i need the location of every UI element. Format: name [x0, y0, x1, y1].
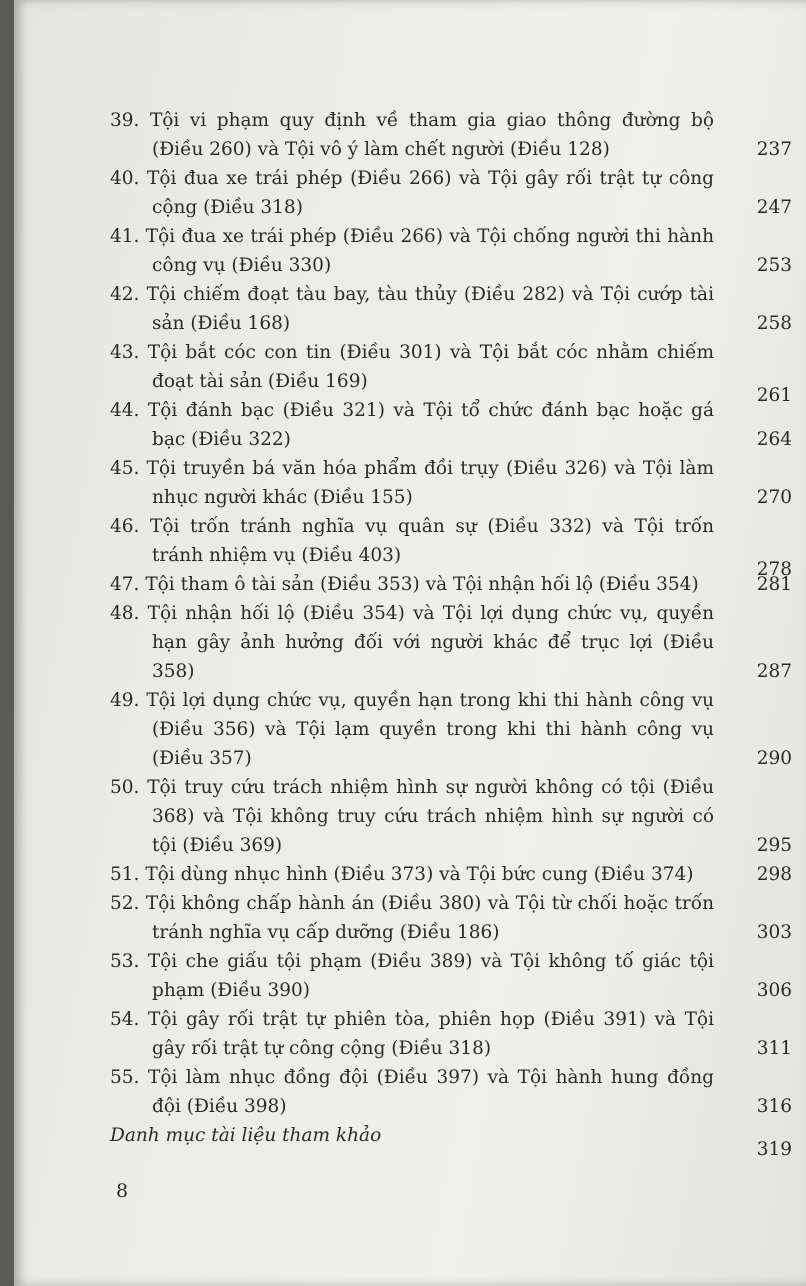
toc-page-number: 319 [756, 1139, 792, 1160]
toc-entry-53[interactable] [110, 947, 800, 1005]
toc-entry-45[interactable] [110, 454, 800, 512]
toc-page-number: 258 [756, 313, 792, 334]
toc-entry-text: 41. Tội đua xe trái phép (Điều 266) và Tội chống người thi hành công vụ (Điều 330) [110, 226, 714, 276]
toc-page-number: 281 [756, 574, 792, 595]
page-folio: 8 [116, 1180, 129, 1202]
toc-page-number: 303 [756, 922, 792, 943]
toc-entry-49[interactable] [110, 686, 800, 773]
table-of-contents [110, 106, 800, 1160]
toc-entry-44[interactable] [110, 396, 800, 454]
toc-entry-text: 45. Tội truyền bá văn hóa phẩm đồi trụy (Điều 326) và Tội làm nhục người khác (Điều 155) [110, 458, 714, 508]
toc-page-number: 278 [756, 559, 792, 580]
toc-page-number: 311 [756, 1038, 792, 1059]
toc-entry-text: 55. Tội làm nhục đồng đội (Điều 397) và Tội hành hung đồng đội (Điều 398) [110, 1067, 714, 1117]
toc-entry-46[interactable] [110, 512, 800, 580]
toc-entry-55[interactable] [110, 1063, 800, 1121]
toc-entry-text: 49. Tội lợi dụng chức vụ, quyền hạn trong khi thi hành công vụ (Điều 356) và Tội lạm quyền trong khi thi hành công vụ (Điều 357) [110, 690, 714, 769]
toc-entry-text: 51. Tội dùng nhục hình (Điều 373) và Tội bức cung (Điều 374) [110, 864, 694, 885]
toc-entry-48[interactable] [110, 599, 800, 686]
toc-page-number: 253 [756, 255, 792, 276]
toc-entry-42[interactable] [110, 280, 800, 338]
toc-entry-52[interactable] [110, 889, 800, 947]
toc-entry-text: 52. Tội không chấp hành án (Điều 380) và Tội từ chối hoặc trốn tránh nghĩa vụ cấp dưỡng (Điều 186) [110, 893, 714, 943]
book-page [14, 0, 806, 1286]
toc-entry-50[interactable] [110, 773, 800, 860]
toc-page-number: 290 [756, 748, 792, 769]
toc-entry-47[interactable] [110, 570, 800, 599]
toc-page-number: 316 [756, 1096, 792, 1117]
toc-entry-text: Danh mục tài liệu tham khảo [110, 1125, 382, 1146]
toc-page-number: 298 [756, 864, 792, 885]
toc-page-number: 295 [756, 835, 792, 856]
toc-page-number: 270 [756, 487, 792, 508]
toc-entry-40[interactable] [110, 164, 800, 222]
toc-entry-text: 50. Tội truy cứu trách nhiệm hình sự người không có tội (Điều 368) và Tội không truy cứu trách nhiệm hình sự người có tội (Điều 369) [110, 777, 714, 856]
toc-entry-text: 46. Tội trốn tránh nghĩa vụ quân sự (Điều 332) và Tội trốn tránh nhiệm vụ (Điều 403) [110, 516, 714, 566]
toc-page-number: 287 [756, 661, 792, 682]
toc-entry-text: 43. Tội bắt cóc con tin (Điều 301) và Tội bắt cóc nhằm chiếm đoạt tài sản (Điều 169) [110, 342, 714, 392]
toc-page-number: 264 [756, 429, 792, 450]
toc-entry-text: 39. Tội vi phạm quy định về tham gia giao thông đường bộ (Điều 260) và Tội vô ý làm chết người (Điều 128) [110, 110, 714, 160]
toc-page-number: 306 [756, 980, 792, 1001]
toc-page-number: 237 [756, 139, 792, 160]
toc-entry-text: 54. Tội gây rối trật tự phiên tòa, phiên họp (Điều 391) và Tội gây rối trật tự công cộng (Điều 318) [110, 1009, 714, 1059]
toc-entry-54[interactable] [110, 1005, 800, 1063]
toc-entry-51[interactable] [110, 860, 800, 889]
toc-page-number: 247 [756, 197, 792, 218]
toc-entry-text: 40. Tội đua xe trái phép (Điều 266) và Tội gây rối trật tự công cộng (Điều 318) [110, 168, 714, 218]
toc-entry-text: 53. Tội che giấu tội phạm (Điều 389) và Tội không tố giác tội phạm (Điều 390) [110, 951, 714, 1001]
toc-entry-text: 48. Tội nhận hối lộ (Điều 354) và Tội lợi dụng chức vụ, quyền hạn gây ảnh hưởng đối với người khác để trục lợi (Điều 358) [110, 603, 714, 682]
toc-entry-43[interactable] [110, 338, 800, 406]
toc-entry-41[interactable] [110, 222, 800, 280]
toc-page-number: 261 [756, 385, 792, 406]
toc-entry-text: 42. Tội chiếm đoạt tàu bay, tàu thủy (Điều 282) và Tội cướp tài sản (Điều 168) [110, 284, 714, 334]
toc-entry-text: 44. Tội đánh bạc (Điều 321) và Tội tổ chức đánh bạc hoặc gá bạc (Điều 322) [110, 400, 715, 450]
toc-entry-39[interactable] [110, 106, 800, 164]
toc-entry-references[interactable] [110, 1121, 800, 1160]
toc-entry-text: 47. Tội tham ô tài sản (Điều 353) và Tội nhận hối lộ (Điều 354) [110, 574, 699, 595]
